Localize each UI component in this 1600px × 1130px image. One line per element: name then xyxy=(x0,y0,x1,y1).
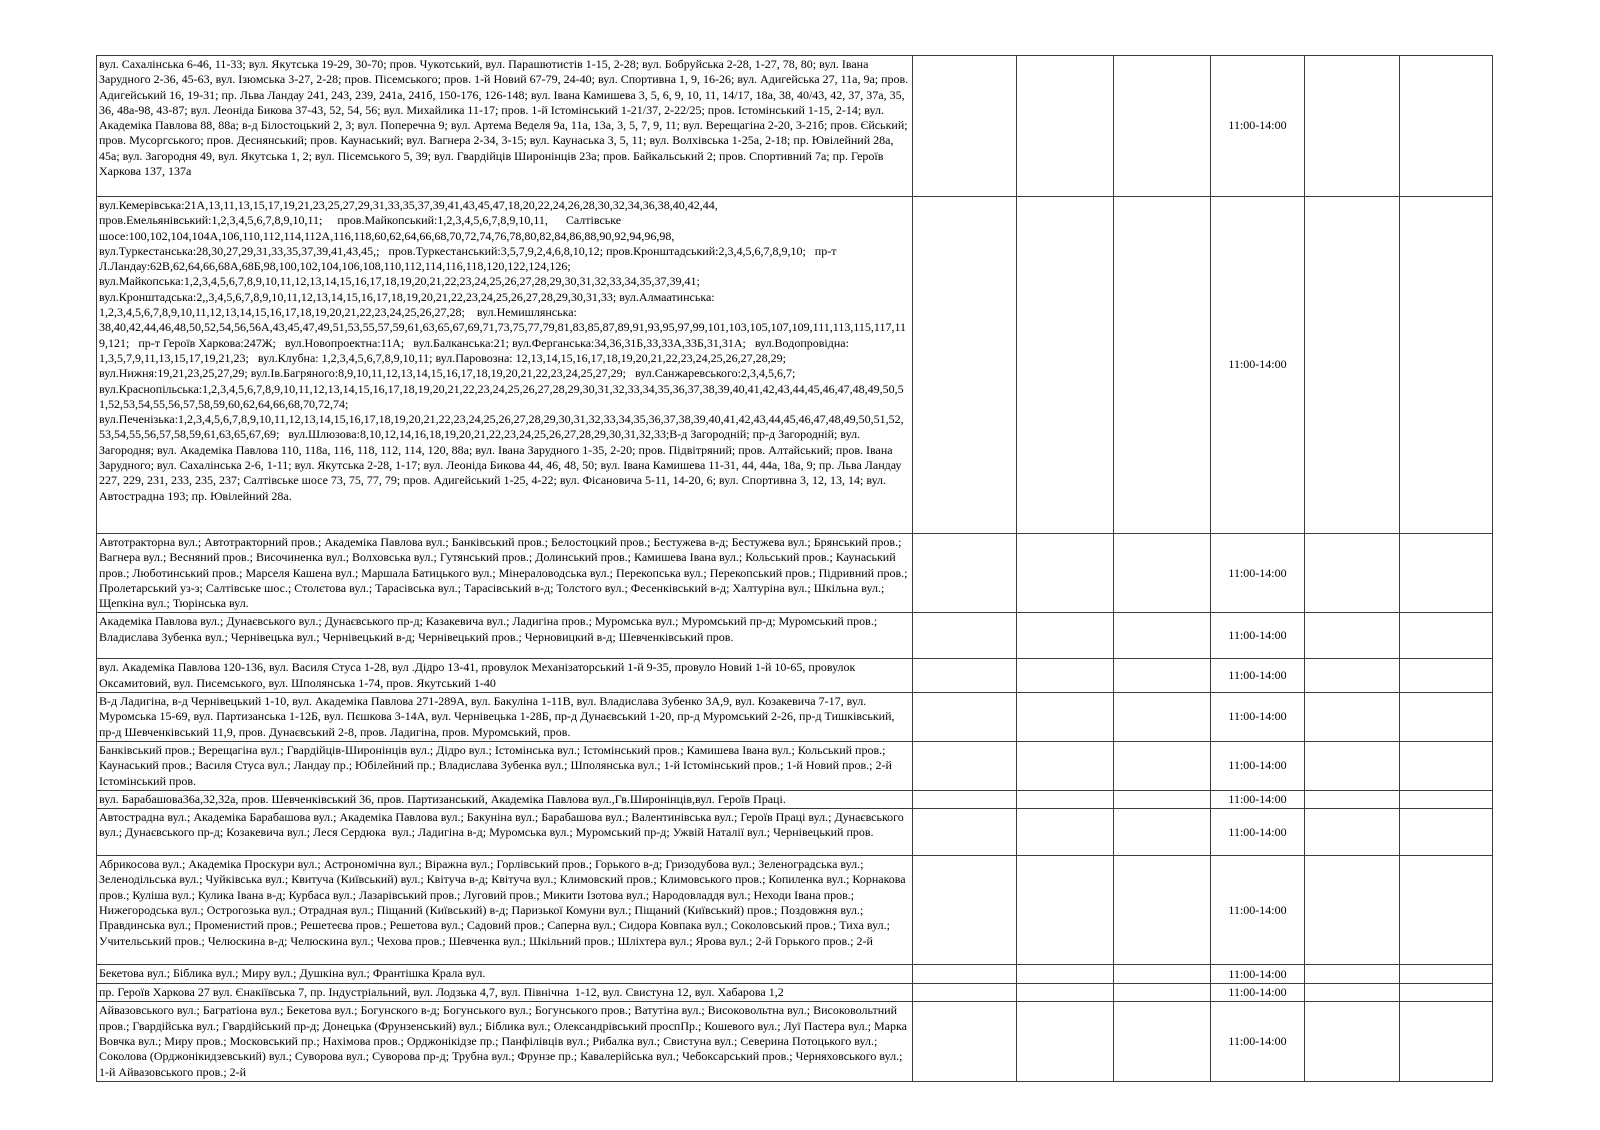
time-cell: 11:00-14:00 xyxy=(1211,613,1305,659)
address-cell: Банківський пров.; Верещагіна вул.; Гвардійців-Широнінців вул.; Дідро вул.; Істомінська вул.; Істомінський пров.; Камишева Івана вул.; Кольський пров.; Каунаський пров.; Василя Стуса вул.; Ландау пр.; Юбілейний пр.; Владислава Зубенка вул.; Шполянська вул.; 1-й Істомінський пров.; 1-й Новий пров.; 2-й Істомінський пров. xyxy=(97,741,913,790)
empty-cell xyxy=(913,1002,1017,1081)
empty-cell xyxy=(1400,197,1493,534)
empty-cell xyxy=(1305,56,1400,197)
empty-cell xyxy=(1400,984,1493,1002)
address-cell: вул. Сахалінська 6-46, 11-33; вул. Якутська 19-29, 30-70; пров. Чукотський, вул. Парашютистів 1-15, 2-28; вул. Бобруйська 2-28, 1-27, 78, 80; вул. Івана Зарудного 2-36, 45-63, вул. Ізюмська 3-27, 2-28; пров. Пісемського; пров. 1-й Новий 67-79, 24-40; вул. Спортивна 1, 9, 16-26; вул. Адигейська 27, 11а, 9а; пров. Адигейський 16, 19-31; пр. Льва Ландау 241, 243, 239, 241а, 241б, 150-176, 126-148; вул. Івана Камишева 3, 5, 6, 9, 10, 11, 14/17, 18а, 38, 40/43, 42, 37, 37а, 35, 36, 48а-98, 43-87; вул. Леоніда Бикова 37-43, 52, 54, 56; вул. Михайлика 11-17; пров. 1-й Істомінський 1-21/37, 2-22/25; пров. Істомінський 1-15, 2-14; вул. Академіка Павлова 88, 88а; в-д Білостоцький 2, 3; вул. Поперечна 9; вул. Артема Веделя 9а, 11а, 13а, 3, 5, 7, 9, 11; вул. Верещагіна 2-20, 3-21б; пров. Єйський; пров. Мусоргського; пров. Деснянський; пров. Каунаський; вул. Вагнера 2-34, 3-15; вул. Каунаська 3, 5, 11; вул. Волхівська 1-25а, 2-18; пр. Ювілейний 28а, 45а; вул. Загородня 49, вул. Якутська 1, 2; вул. Пісемського 5, 39; вул. Гвардійців Широнінців 23а; пров. Байкальський 2; пров. Спортивний 7а; пр. Героїв Харкова 137, 137а xyxy=(97,56,913,197)
empty-cell xyxy=(1305,613,1400,659)
empty-cell xyxy=(1017,197,1114,534)
empty-cell xyxy=(1305,534,1400,613)
empty-cell xyxy=(1017,741,1114,790)
empty-cell xyxy=(1017,613,1114,659)
empty-cell xyxy=(1017,856,1114,965)
empty-cell xyxy=(1114,856,1211,965)
time-cell: 11:00-14:00 xyxy=(1211,1002,1305,1081)
address-cell: В-д Ладигіна, в-д Чернівецький 1-10, вул. Академіка Павлова 271-289А, вул. Бакуліна 1-11В, вул. Владислава Зубенко 3А,9, вул. Козакевича 7-17, вул. Муромська 15-69, вул. Партизанська 1-12Б, вул. Пєшкова 3-14А, вул. Чернівецька 1-28Б, пр-д Дунаєвський 1-20, пр-д Муромський 2-26, пр-д Тишківський, пр-д Шевченківський 11,9, пров. Дунаєвський 2-8, пров. Ладигіна, пров. Муромський, пров. xyxy=(97,693,913,742)
time-cell: 11:00-14:00 xyxy=(1211,741,1305,790)
empty-cell xyxy=(1017,984,1114,1002)
empty-cell xyxy=(1114,534,1211,613)
time-cell: 11:00-14:00 xyxy=(1211,56,1305,197)
table-row xyxy=(97,693,1493,742)
address-cell: Автострадна вул.; Академіка Барабашова вул.; Академіка Павлова вул.; Бакуніна вул.; Барабашова вул.; Валентинівська вул.; Героїв Праці вул.; Дунаєвського вул.; Дунаєвського пр-д; Козакевича вул.; Леся Сердюка вул.; Ладигіна в-д; Муромська вул.; Муромський пр-д; Ужвій Наталії вул.; Чернівецький пров. xyxy=(97,809,913,856)
empty-cell xyxy=(1400,659,1493,693)
empty-cell xyxy=(1114,984,1211,1002)
address-cell: Бекетова вул.; Біблика вул.; Миру вул.; Душкіна вул.; Франтішка Крала вул. xyxy=(97,965,913,984)
empty-cell xyxy=(1400,613,1493,659)
empty-cell xyxy=(913,613,1017,659)
table-row xyxy=(97,809,1493,856)
empty-cell xyxy=(913,965,1017,984)
empty-cell xyxy=(1017,56,1114,197)
empty-cell xyxy=(1114,197,1211,534)
empty-cell xyxy=(913,856,1017,965)
empty-cell xyxy=(1305,856,1400,965)
empty-cell xyxy=(1400,790,1493,808)
address-cell: вул. Барабашова36а,32,32а, пров. Шевченківський 36, пров. Партизанський, Академіка Павлова вул.,Гв.Широнінців,вул. Героїв Праці. xyxy=(97,790,913,808)
time-cell: 11:00-14:00 xyxy=(1211,534,1305,613)
table-row xyxy=(97,1002,1493,1081)
empty-cell xyxy=(913,197,1017,534)
empty-cell xyxy=(1017,534,1114,613)
empty-cell xyxy=(1305,809,1400,856)
empty-cell xyxy=(1305,790,1400,808)
table-row xyxy=(97,534,1493,613)
time-cell: 11:00-14:00 xyxy=(1211,965,1305,984)
table-row xyxy=(97,56,1493,197)
empty-cell xyxy=(1305,984,1400,1002)
time-cell: 11:00-14:00 xyxy=(1211,693,1305,742)
empty-cell xyxy=(913,741,1017,790)
address-cell: Академіка Павлова вул.; Дунаєвського вул.; Дунаєвського пр-д; Казакевича вул.; Ладигіна пров.; Муромська вул.; Муромський пр-д; Муромський пров.; Владислава Зубенка вул.; Чернівецька вул.; Чернівецький в-д; Чернівецький пров.; Черновицкий в-д; Шевченківський пров. xyxy=(97,613,913,659)
empty-cell xyxy=(1017,659,1114,693)
empty-cell xyxy=(1400,693,1493,742)
empty-cell xyxy=(1114,613,1211,659)
address-cell: Абрикосова вул.; Академіка Проскури вул.; Астрономічна вул.; Віражна вул.; Горлівський пров.; Горького в-д; Гризодубова вул.; Зеленоградська вул.; Зеленодільська вул.; Чуйківська вул.; Квитуча (Київський) вул.; Квітуча в-д; Квітуча вул.; Климовский пров.; Климовського пров.; Копиленка вул.; Корнакова пров.; Куліша вул.; Кулика Івана в-д; Курбаса вул.; Лазарівський пров.; Луговий пров.; Микити Ізотова вул.; Народовладдя вул.; Неходи Івана пров.; Нижегородська вул.; Острогозька вул.; Отрадная вул.; Піщаний (Київський) в-д; Паризької Комуни вул.; Піщаний (Київський) пров.; Поздовжня вул.; Правдинська вул.; Променистий пров.; Решетеєва пров.; Решетова вул.; Садовий пров.; Саперна вул.; Сидора Ковпака вул.; Соколовський пров.; Тиха вул.; Учительський пров.; Челюскина в-д; Челюскина вул.; Чехова пров.; Шевченка вул.; Шкільний пров.; Шліхтера вул.; Ярова вул.; 2-й Горького пров.; 2-й xyxy=(97,856,913,965)
empty-cell xyxy=(1017,965,1114,984)
outage-schedule-table xyxy=(96,55,1493,1082)
table-row xyxy=(97,790,1493,808)
table-row xyxy=(97,856,1493,965)
empty-cell xyxy=(1400,965,1493,984)
empty-cell xyxy=(1400,56,1493,197)
empty-cell xyxy=(913,659,1017,693)
table-row xyxy=(97,197,1493,534)
empty-cell xyxy=(1114,741,1211,790)
empty-cell xyxy=(1305,1002,1400,1081)
empty-cell xyxy=(1400,741,1493,790)
time-cell: 11:00-14:00 xyxy=(1211,197,1305,534)
address-cell: вул. Академіка Павлова 120-136, вул. Василя Стуса 1-28, вул .Дідро 13-41, провулок Механізаторський 1-й 9-35, провуло Новий 1-й 10-65, провулок Оксамитовий, вул. Писемського, вул. Шполянська 1-74, пров. Якутський 1-40 xyxy=(97,659,913,693)
empty-cell xyxy=(1017,1002,1114,1081)
empty-cell xyxy=(1305,197,1400,534)
table-row xyxy=(97,741,1493,790)
empty-cell xyxy=(1114,790,1211,808)
empty-cell xyxy=(1305,741,1400,790)
table-row xyxy=(97,984,1493,1002)
empty-cell xyxy=(913,56,1017,197)
empty-cell xyxy=(1017,693,1114,742)
empty-cell xyxy=(1400,534,1493,613)
table-row xyxy=(97,613,1493,659)
empty-cell xyxy=(1114,659,1211,693)
table-row xyxy=(97,965,1493,984)
empty-cell xyxy=(913,534,1017,613)
empty-cell xyxy=(913,790,1017,808)
time-cell: 11:00-14:00 xyxy=(1211,984,1305,1002)
address-cell: Айвазовського вул.; Багратіона вул.; Бекетова вул.; Богунского в-д; Богунського вул.; Богунського пров.; Ватутіна вул.; Високовольтна вул.; Високовольтний пров.; Гвардійська вул.; Гвардійський пр-д; Донецька (Фрунзенський) вул.; Біблика вул.; Олександрівський проспПр.; Кошевого вул.; Луї Пастера вул.; Марка Вовчка вул.; Миру пров.; Московський пр.; Нахімова пров.; Орджонікідзе пр.; Панфілівців вул.; Рибалка вул.; Свистуна вул.; Северина Потоцького вул.; Соколова (Орджонікидзевський) вул.; Суворова вул.; Суворова пр-д; Трубна вул.; Фрунзе пр.; Кавалерійська вул.; Чебоксарський пров.; Черняховського вул.; 1-й Айвазовського пров.; 2-й xyxy=(97,1002,913,1081)
empty-cell xyxy=(1114,693,1211,742)
time-cell: 11:00-14:00 xyxy=(1211,809,1305,856)
empty-cell xyxy=(1400,809,1493,856)
empty-cell xyxy=(1114,809,1211,856)
empty-cell xyxy=(1305,965,1400,984)
time-cell: 11:00-14:00 xyxy=(1211,790,1305,808)
address-cell: пр. Героїв Харкова 27 вул. Єнакіївська 7, пр. Індустріальний, вул. Лодзька 4,7, вул. Північна 1-12, вул. Свистуна 12, вул. Хабарова 1,2 xyxy=(97,984,913,1002)
empty-cell xyxy=(1017,809,1114,856)
empty-cell xyxy=(1114,56,1211,197)
time-cell: 11:00-14:00 xyxy=(1211,659,1305,693)
empty-cell xyxy=(1400,856,1493,965)
address-cell: вул.Кемерівська:21А,13,11,13,15,17,19,21,23,25,27,29,31,33,35,37,39,41,43,45,47,18,20,22,24,26,28,30,32,34,36,38,40,42,44, пров.Емельянівський:1,2,3,4,5,6,7,8,9,10,11; пров.Майкопський:1,2,3,4,5,6,7,8,9,10,11, Салтівське шосе:100,102,104,104А,106,110,112,114,112А,116,118,60,62,64,66,68,70,72,74,76,78,80,82,84,86,88,90,92,94,96,98, вул.Туркестанська:28,30,27,29,31,33,35,37,39,41,43,45,; пров.Туркестанський:3,5,7,9,2,4,6,8,10,12; пров.Кронштадський:2,3,4,5,6,7,8,9,10; пр-т Л.Ландау:62В,62,64,66,68А,68Б,98,100,102,104,106,108,110,112,114,116,118,120,122,124,126; вул.Майкопська:1,2,3,4,5,6,7,8,9,10,11,12,13,14,15,16,17,18,19,20,21,22,23,24,25,26,27,28,29,30,31,32,33,34,35,37,39,41; вул.Кронштадська:2,,3,4,5,6,7,8,9,10,11,12,13,14,15,16,17,18,19,20,21,22,23,24,25,26,27,28,29,30,31,33; вул.Алмаатинська: 1,2,3,4,5,6,7,8,9,10,11,12,13,14,15,16,17,18,19,20,21,22,23,24,25,26,27,28; вул.Немишлянська: 38,40,42,44,46,48,50,52,54,56,56А,43,45,47,49,51,53,55,57,59,61,63,65,67,69,71,73,75,77,79,81,83,85,87,89,91,93,95,97,99,101,103,105,107,109,111,113,115,117,119,121; пр-т Героїв Харкова:247Ж; вул.Новопроектна:11А; вул.Балканська:21; вул.Ферганська:34,36,31Б,33,33А,33Б,31,31А; вул.Водопровідна: 1,3,5,7,9,11,13,15,17,19,21,23; вул.Клубна: 1,2,3,4,5,6,7,8,9,10,11; вул.Паровозна: 12,13,14,15,16,17,18,19,20,21,22,23,24,25,26,27,28,29; вул.Нижня:19,21,23,25,27,29; вул.Ів.Багряного:8,9,10,11,12,13,14,15,16,17,18,19,20,21,22,23,24,25,27,29; вул.Санжаревського:2,3,4,5,6,7; вул.Краснопільська:1,2,3,4,5,6,7,8,9,10,11,12,13,14,15,16,17,18,19,20,21,22,23,24,25,26,27,28,29,30,31,32,33,34,35,36,37,38,39,40,41,42,43,44,45,46,47,48,49,50,51,52,53,54,55,56,57,58,59,60,62,64,66,68,70,72,74; вул.Печенізька:1,2,3,4,5,6,7,8,9,10,11,12,13,14,15,16,17,18,19,20,21,22,23,24,25,26,27,28,29,30,31,32,33,34,35,36,37,38,39,40,41,42,43,44,45,46,47,48,49,50,51,52,53,54,55,56,57,58,59,61,63,65,67,69; вул.Шлюзова:8,10,12,14,16,18,19,20,21,22,23,24,25,26,27,28,29,30,31,32,33;В-д Загородній; пр-д Загородній; вул. Загородня; вул. Академіка Павлова 110, 118а, 116, 118, 112, 114, 120, 88а; вул. Івана Зарудного 1-35, 2-20; пров. Підвітряний; пров. Алтайський; пров. Івана Зарудного; вул. Сахалінська 2-6, 1-11; вул. Якутська 2-28, 1-17; вул. Леоніда Бикова 44, 46, 48, 50; вул. Івана Камишева 11-31, 44, 44а, 18а, 9; пр. Льва Ландау 227, 229, 231, 233, 235, 237; Салтівське шосе 73, 75, 77, 79; пров. Адигейський 1-25, 4-22; вул. Фісановича 5-11, 14-20, 6; вул. Спортивна 3, 12, 13, 14; вул. Автострадна 193; пр. Ювілейний 28а. xyxy=(97,197,913,534)
empty-cell xyxy=(1017,790,1114,808)
time-cell: 11:00-14:00 xyxy=(1211,856,1305,965)
table-row xyxy=(97,659,1493,693)
empty-cell xyxy=(1400,1002,1493,1081)
address-cell: Автотракторна вул.; Автотракторний пров.; Академіка Павлова вул.; Банківський пров.; Белостоцкий пров.; Бестужева в-д; Бестужева вул.; Брянський пров.; Вагнера вул.; Весняний пров.; Височиненка вул.; Волховська вул.; Гутянський пров.; Долинський пров.; Камишева Івана вул.; Кольський пров.; Каунаський пров.; Люботинський пров.; Марселя Кашена вул.; Маршала Батицького вул.; Мінераловодська вул.; Перекопська вул.; Перекопський пров.; Підривний пров.; Пролетарський уз-з; Салтівське шос.; Столєтова вул.; Тарасівська вул.; Тарасівський в-д; Толстого вул.; Фесенківський в-д; Халтуріна вул.; Шкільна вул.; Щепкіна вул.; Тюрінська вул. xyxy=(97,534,913,613)
empty-cell xyxy=(913,984,1017,1002)
empty-cell xyxy=(913,809,1017,856)
empty-cell xyxy=(913,693,1017,742)
empty-cell xyxy=(1114,965,1211,984)
empty-cell xyxy=(1114,1002,1211,1081)
empty-cell xyxy=(1305,693,1400,742)
empty-cell xyxy=(1305,659,1400,693)
